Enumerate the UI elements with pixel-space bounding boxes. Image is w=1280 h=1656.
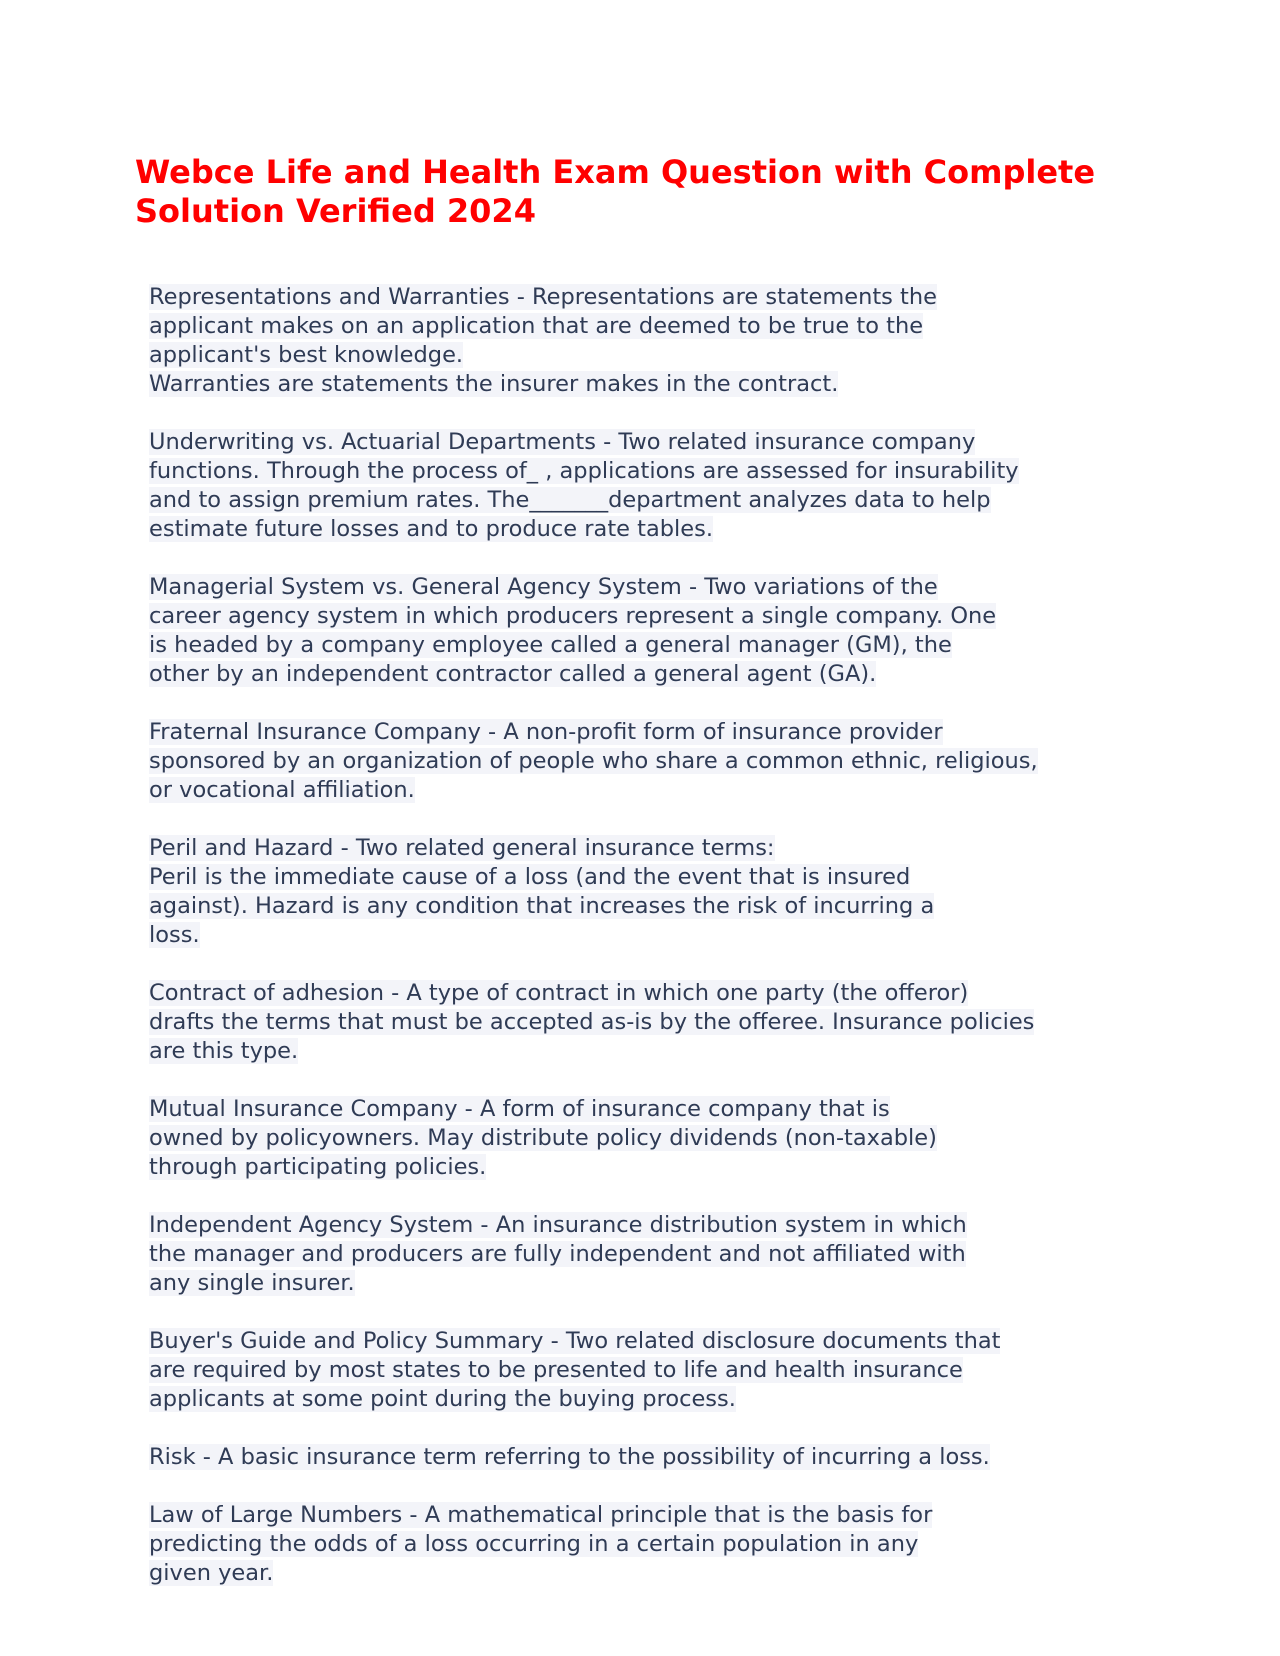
title-line: Webce Life and Health Exam Question with Complete xyxy=(135,153,1096,191)
flashcard-entry-independent-agency xyxy=(149,1211,1149,1298)
entry-line: Buyer's Guide and Policy Summary - Two related disclosure documents that xyxy=(149,1328,1001,1354)
flashcard-entry-peril-hazard xyxy=(149,834,1149,950)
flashcard-entry-fraternal-insurance xyxy=(149,718,1149,805)
entry-line: loss. xyxy=(149,922,200,948)
flashcard-entry-contract-of-adhesion xyxy=(149,979,1149,1066)
entry-line: Peril and Hazard - Two related general insurance terms: xyxy=(149,835,775,861)
flashcard-list xyxy=(149,283,1149,1617)
entry-line: against). Hazard is any condition that increases the risk of incurring a xyxy=(149,893,935,919)
entry-line: other by an independent contractor called a general agent (GA). xyxy=(149,661,877,687)
title-line: Solution Verified 2024 xyxy=(135,192,536,230)
entry-line: applicants at some point during the buying process. xyxy=(149,1386,736,1412)
entry-line: Mutual Insurance Company - A form of insurance company that is xyxy=(149,1096,890,1122)
entry-line: Law of Large Numbers - A mathematical principle that is the basis for xyxy=(149,1502,933,1528)
entry-line: or vocational affiliation. xyxy=(149,777,415,803)
entry-line: through participating policies. xyxy=(149,1154,487,1180)
flashcard-entry-risk xyxy=(149,1443,1149,1472)
entry-line: the manager and producers are fully independent and not affiliated with xyxy=(149,1241,966,1267)
flashcard-entry-managerial-general-agency xyxy=(149,573,1149,689)
flashcard-entry-mutual-insurance xyxy=(149,1095,1149,1182)
entry-line: applicant makes on an application that are deemed to be true to the xyxy=(149,313,924,339)
entry-line: drafts the terms that must be accepted as-is by the offeree. Insurance policies xyxy=(149,1009,1035,1035)
entry-line: Independent Agency System - An insurance distribution system in which xyxy=(149,1212,967,1238)
entry-line: career agency system in which producers represent a single company. One xyxy=(149,603,997,629)
entry-line: are this type. xyxy=(149,1038,299,1064)
entry-line: Representations and Warranties - Representations are statements the xyxy=(149,284,937,310)
entry-line: functions. Through the process of_ , applications are assessed for insurability xyxy=(149,458,1019,484)
entry-line: Fraternal Insurance Company - A non-profit form of insurance provider xyxy=(149,719,943,745)
entry-line: Peril is the immediate cause of a loss (and the event that is insured xyxy=(149,864,911,890)
entry-line: Risk - A basic insurance term referring to the possibility of incurring a loss. xyxy=(149,1444,990,1470)
entry-line: is headed by a company employee called a general manager (GM), the xyxy=(149,632,952,658)
entry-line: applicant's best knowledge. xyxy=(149,342,464,368)
entry-line: owned by policyowners. May distribute policy dividends (non-taxable) xyxy=(149,1125,937,1151)
entry-line: Warranties are statements the insurer makes in the contract. xyxy=(149,371,839,397)
flashcard-entry-buyers-guide xyxy=(149,1327,1149,1414)
entry-line: are required by most states to be presented to life and health insurance xyxy=(149,1357,963,1383)
entry-line: Managerial System vs. General Agency System - Two variations of the xyxy=(149,574,938,600)
document-title xyxy=(135,153,1155,231)
entry-line: given year. xyxy=(149,1560,274,1586)
entry-line: predicting the odds of a loss occurring in a certain population in any xyxy=(149,1531,919,1557)
flashcard-entry-underwriting-actuarial xyxy=(149,428,1149,544)
entry-line: estimate future losses and to produce rate tables. xyxy=(149,516,714,542)
entry-line: Underwriting vs. Actuarial Departments - Two related insurance company xyxy=(149,429,976,455)
entry-line: Contract of adhesion - A type of contract in which one party (the offeror) xyxy=(149,980,969,1006)
entry-line: any single insurer. xyxy=(149,1270,355,1296)
flashcard-entry-representations-warranties xyxy=(149,283,1149,399)
flashcard-entry-law-of-large-numbers xyxy=(149,1501,1149,1588)
entry-line: sponsored by an organization of people who share a common ethnic, religious, xyxy=(149,748,1038,774)
entry-line: and to assign premium rates. The_______department analyzes data to help xyxy=(149,487,991,513)
